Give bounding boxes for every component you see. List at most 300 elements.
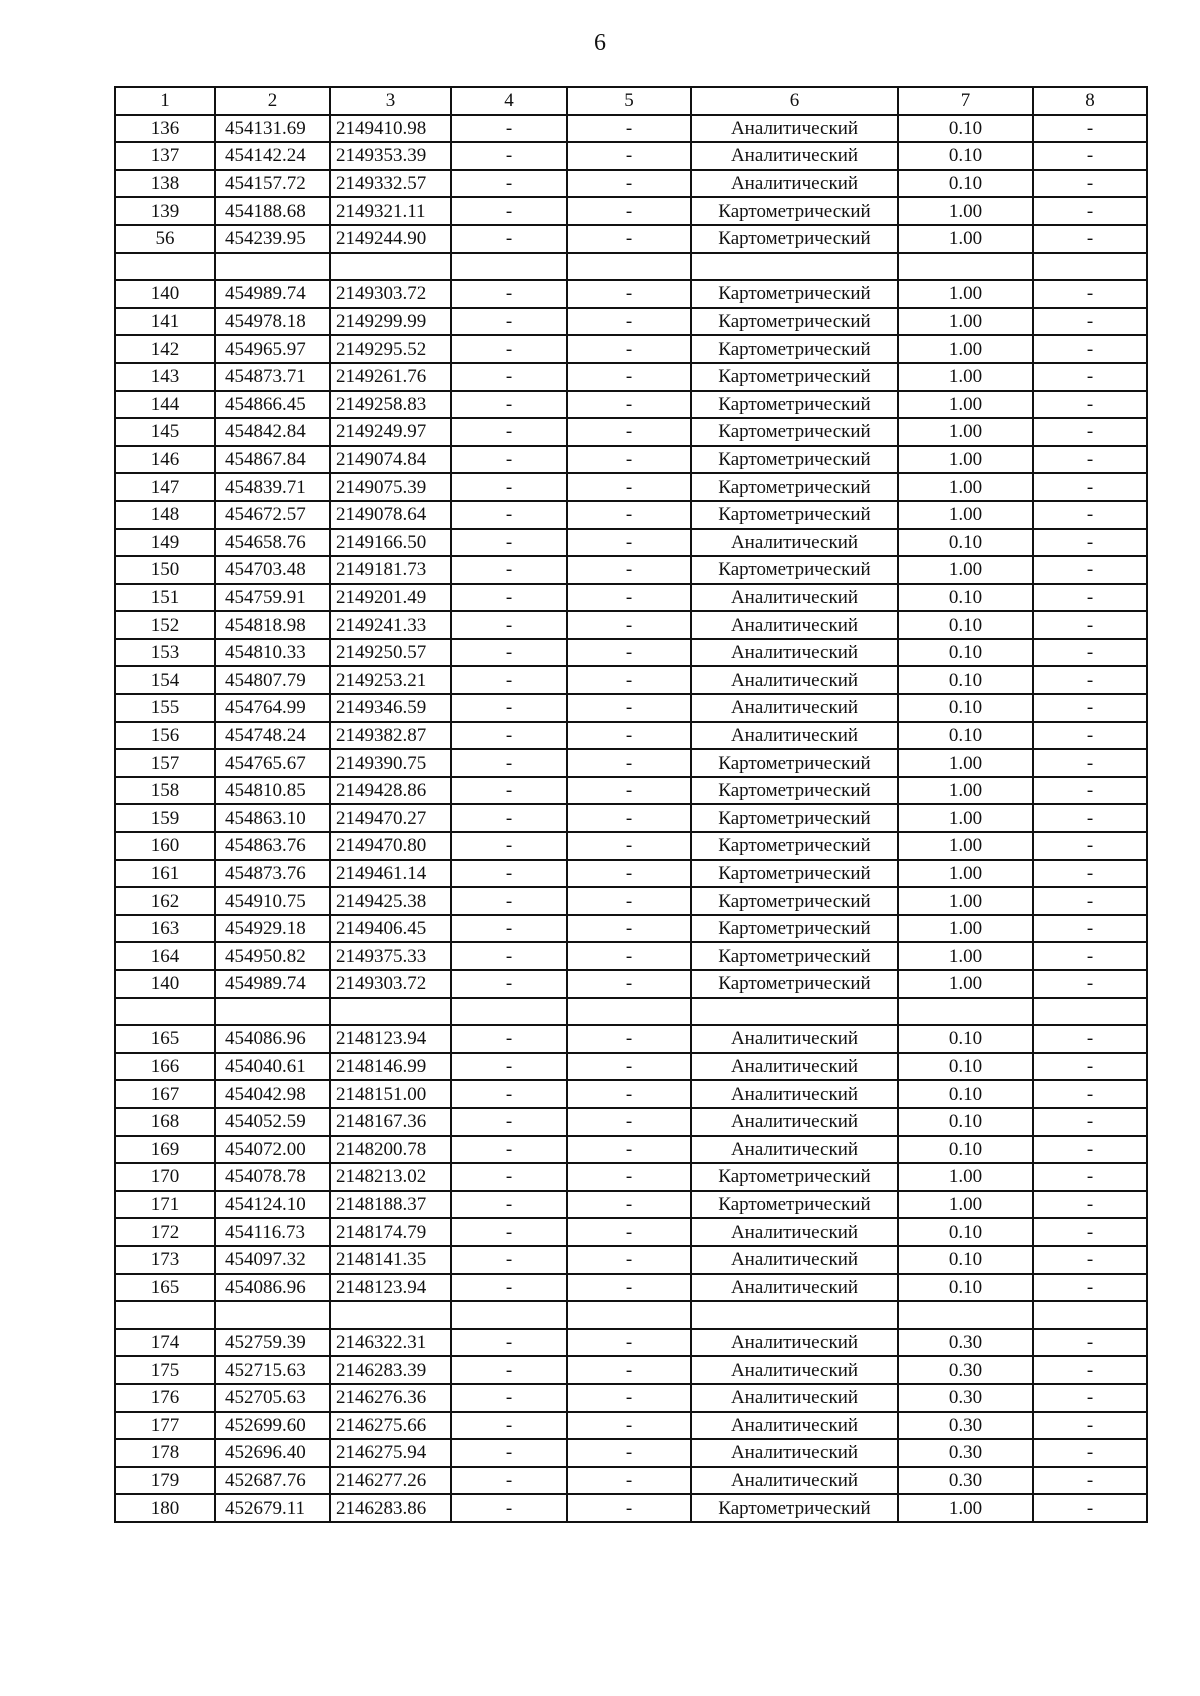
- cell-8: -: [1033, 501, 1147, 529]
- accuracy-cell: 1.00: [898, 942, 1033, 970]
- cell-5: -: [567, 584, 691, 612]
- point-number-cell: 170: [115, 1163, 215, 1191]
- accuracy-cell: 1.00: [898, 308, 1033, 336]
- table-row: [115, 363, 1147, 391]
- table-row: [115, 584, 1147, 612]
- cell-4: -: [451, 473, 567, 501]
- x-coordinate-cell: 454839.71: [215, 473, 330, 501]
- method-cell: Картометрический: [691, 832, 898, 860]
- cell-5: -: [567, 639, 691, 667]
- table-row: [115, 170, 1147, 198]
- table-row: [115, 1108, 1147, 1136]
- table-row: [115, 1494, 1147, 1522]
- point-number-cell: 177: [115, 1412, 215, 1440]
- cell-5: -: [567, 115, 691, 143]
- cell-4: -: [451, 1439, 567, 1467]
- cell-8: -: [1033, 860, 1147, 888]
- accuracy-cell: 1.00: [898, 1163, 1033, 1191]
- x-coordinate-cell: 454124.10: [215, 1191, 330, 1219]
- y-coordinate-cell: 2149332.57: [330, 170, 451, 198]
- point-number-cell: 158: [115, 777, 215, 805]
- table-row: [115, 777, 1147, 805]
- cell-5: [567, 253, 691, 281]
- table-row: [115, 1218, 1147, 1246]
- table-row: [115, 142, 1147, 170]
- cell-8: -: [1033, 1218, 1147, 1246]
- cell-8: -: [1033, 446, 1147, 474]
- point-number-cell: 168: [115, 1108, 215, 1136]
- cell-4: -: [451, 1191, 567, 1219]
- point-number-cell: 140: [115, 280, 215, 308]
- cell-8: [1033, 998, 1147, 1026]
- point-number-cell: 140: [115, 970, 215, 998]
- cell-8: -: [1033, 777, 1147, 805]
- cell-5: -: [567, 1467, 691, 1495]
- cell-5: -: [567, 804, 691, 832]
- cell-8: -: [1033, 804, 1147, 832]
- table-row: [115, 115, 1147, 143]
- y-coordinate-cell: 2149075.39: [330, 473, 451, 501]
- cell-5: -: [567, 501, 691, 529]
- method-cell: [691, 998, 898, 1026]
- cell-5: -: [567, 556, 691, 584]
- point-number-cell: 164: [115, 942, 215, 970]
- x-coordinate-cell: 452699.60: [215, 1412, 330, 1440]
- x-coordinate-cell: 452687.76: [215, 1467, 330, 1495]
- table-row: [115, 1356, 1147, 1384]
- x-coordinate-cell: 454748.24: [215, 722, 330, 750]
- point-number-cell: 174: [115, 1329, 215, 1357]
- cell-8: -: [1033, 1080, 1147, 1108]
- method-cell: Картометрический: [691, 1163, 898, 1191]
- table-row: [115, 446, 1147, 474]
- x-coordinate-cell: 454116.73: [215, 1218, 330, 1246]
- x-coordinate-cell: 454863.76: [215, 832, 330, 860]
- cell-4: -: [451, 418, 567, 446]
- table-row: [115, 887, 1147, 915]
- method-cell: Картометрический: [691, 335, 898, 363]
- accuracy-cell: 0.10: [898, 722, 1033, 750]
- accuracy-cell: 0.10: [898, 1053, 1033, 1081]
- point-number-cell: 56: [115, 225, 215, 253]
- cell-4: -: [451, 915, 567, 943]
- table-row: [115, 722, 1147, 750]
- cell-5: -: [567, 529, 691, 557]
- table-row: [115, 418, 1147, 446]
- table-header-row: [115, 87, 1147, 115]
- accuracy-cell: 1.00: [898, 749, 1033, 777]
- cell-5: -: [567, 418, 691, 446]
- cell-4: -: [451, 804, 567, 832]
- point-number-cell: 163: [115, 915, 215, 943]
- method-cell: Аналитический: [691, 1439, 898, 1467]
- y-coordinate-cell: 2146283.86: [330, 1494, 451, 1522]
- method-cell: Картометрический: [691, 887, 898, 915]
- method-cell: Картометрический: [691, 915, 898, 943]
- cell-8: -: [1033, 694, 1147, 722]
- table-row: [115, 1191, 1147, 1219]
- accuracy-cell: 0.10: [898, 584, 1033, 612]
- cell-8: -: [1033, 170, 1147, 198]
- accuracy-cell: 0.10: [898, 1136, 1033, 1164]
- column-header: 5: [567, 87, 691, 115]
- point-number-cell: 172: [115, 1218, 215, 1246]
- method-cell: Аналитический: [691, 584, 898, 612]
- table-row: [115, 1301, 1147, 1329]
- accuracy-cell: 1.00: [898, 1191, 1033, 1219]
- coordinates-table: [114, 86, 1148, 1523]
- table-row: [115, 1274, 1147, 1302]
- method-cell: Аналитический: [691, 1136, 898, 1164]
- accuracy-cell: 0.10: [898, 1274, 1033, 1302]
- method-cell: Картометрический: [691, 391, 898, 419]
- cell-4: -: [451, 1384, 567, 1412]
- column-header: 1: [115, 87, 215, 115]
- table-row: [115, 970, 1147, 998]
- y-coordinate-cell: 2146276.36: [330, 1384, 451, 1412]
- method-cell: Аналитический: [691, 1384, 898, 1412]
- x-coordinate-cell: 454765.67: [215, 749, 330, 777]
- y-coordinate-cell: 2148151.00: [330, 1080, 451, 1108]
- point-number-cell: 141: [115, 308, 215, 336]
- accuracy-cell: 1.00: [898, 446, 1033, 474]
- method-cell: Аналитический: [691, 694, 898, 722]
- table-row: [115, 1412, 1147, 1440]
- cell-8: -: [1033, 335, 1147, 363]
- method-cell: Аналитический: [691, 1274, 898, 1302]
- cell-8: -: [1033, 1494, 1147, 1522]
- cell-5: -: [567, 1191, 691, 1219]
- method-cell: Аналитический: [691, 1053, 898, 1081]
- accuracy-cell: 0.10: [898, 666, 1033, 694]
- accuracy-cell: 1.00: [898, 804, 1033, 832]
- method-cell: Аналитический: [691, 115, 898, 143]
- cell-8: -: [1033, 970, 1147, 998]
- method-cell: Аналитический: [691, 1080, 898, 1108]
- cell-4: -: [451, 197, 567, 225]
- accuracy-cell: 1.00: [898, 832, 1033, 860]
- accuracy-cell: 1.00: [898, 1494, 1033, 1522]
- y-coordinate-cell: 2146277.26: [330, 1467, 451, 1495]
- cell-5: -: [567, 832, 691, 860]
- x-coordinate-cell: 454072.00: [215, 1136, 330, 1164]
- accuracy-cell: 0.10: [898, 1246, 1033, 1274]
- x-coordinate-cell: 454040.61: [215, 1053, 330, 1081]
- y-coordinate-cell: 2149258.83: [330, 391, 451, 419]
- cell-4: -: [451, 722, 567, 750]
- cell-8: -: [1033, 832, 1147, 860]
- y-coordinate-cell: 2149244.90: [330, 225, 451, 253]
- y-coordinate-cell: [330, 253, 451, 281]
- accuracy-cell: 0.10: [898, 1108, 1033, 1136]
- point-number-cell: 179: [115, 1467, 215, 1495]
- y-coordinate-cell: 2149346.59: [330, 694, 451, 722]
- accuracy-cell: 1.00: [898, 363, 1033, 391]
- method-cell: Аналитический: [691, 142, 898, 170]
- method-cell: Картометрический: [691, 777, 898, 805]
- accuracy-cell: 0.30: [898, 1384, 1033, 1412]
- point-number-cell: 176: [115, 1384, 215, 1412]
- table-row: [115, 473, 1147, 501]
- point-number-cell: 142: [115, 335, 215, 363]
- y-coordinate-cell: 2149249.97: [330, 418, 451, 446]
- x-coordinate-cell: 454658.76: [215, 529, 330, 557]
- cell-4: [451, 253, 567, 281]
- table-row: [115, 1467, 1147, 1495]
- point-number-cell: 161: [115, 860, 215, 888]
- point-number-cell: 160: [115, 832, 215, 860]
- method-cell: Картометрический: [691, 1191, 898, 1219]
- cell-8: -: [1033, 556, 1147, 584]
- y-coordinate-cell: 2149470.80: [330, 832, 451, 860]
- cell-5: -: [567, 225, 691, 253]
- x-coordinate-cell: 454965.97: [215, 335, 330, 363]
- cell-5: -: [567, 197, 691, 225]
- table-row: [115, 391, 1147, 419]
- cell-8: [1033, 1301, 1147, 1329]
- method-cell: Картометрический: [691, 556, 898, 584]
- y-coordinate-cell: 2148174.79: [330, 1218, 451, 1246]
- cell-5: -: [567, 666, 691, 694]
- point-number-cell: 139: [115, 197, 215, 225]
- y-coordinate-cell: 2149425.38: [330, 887, 451, 915]
- column-header: 6: [691, 87, 898, 115]
- cell-4: -: [451, 1080, 567, 1108]
- x-coordinate-cell: 454866.45: [215, 391, 330, 419]
- cell-5: -: [567, 473, 691, 501]
- table-row: [115, 556, 1147, 584]
- point-number-cell: 165: [115, 1025, 215, 1053]
- method-cell: Аналитический: [691, 639, 898, 667]
- column-header: 2: [215, 87, 330, 115]
- y-coordinate-cell: 2149250.57: [330, 639, 451, 667]
- accuracy-cell: 1.00: [898, 473, 1033, 501]
- method-cell: Картометрический: [691, 308, 898, 336]
- table-row: [115, 666, 1147, 694]
- cell-5: -: [567, 1136, 691, 1164]
- y-coordinate-cell: 2149166.50: [330, 529, 451, 557]
- method-cell: Картометрический: [691, 473, 898, 501]
- cell-8: -: [1033, 611, 1147, 639]
- x-coordinate-cell: 454950.82: [215, 942, 330, 970]
- x-coordinate-cell: 454810.85: [215, 777, 330, 805]
- cell-8: -: [1033, 115, 1147, 143]
- accuracy-cell: 1.00: [898, 556, 1033, 584]
- point-number-cell: 159: [115, 804, 215, 832]
- method-cell: Картометрический: [691, 1494, 898, 1522]
- x-coordinate-cell: [215, 998, 330, 1026]
- y-coordinate-cell: 2146275.66: [330, 1412, 451, 1440]
- cell-5: -: [567, 1356, 691, 1384]
- cell-8: -: [1033, 391, 1147, 419]
- x-coordinate-cell: 454131.69: [215, 115, 330, 143]
- table-row: [115, 694, 1147, 722]
- table-row: [115, 915, 1147, 943]
- cell-8: -: [1033, 584, 1147, 612]
- x-coordinate-cell: 454042.98: [215, 1080, 330, 1108]
- x-coordinate-cell: 454759.91: [215, 584, 330, 612]
- point-number-cell: 154: [115, 666, 215, 694]
- accuracy-cell: 0.10: [898, 170, 1033, 198]
- y-coordinate-cell: 2149261.76: [330, 363, 451, 391]
- x-coordinate-cell: 454873.76: [215, 860, 330, 888]
- method-cell: Картометрический: [691, 446, 898, 474]
- table-row: [115, 225, 1147, 253]
- y-coordinate-cell: 2149410.98: [330, 115, 451, 143]
- x-coordinate-cell: 454867.84: [215, 446, 330, 474]
- table-row: [115, 529, 1147, 557]
- point-number-cell: [115, 253, 215, 281]
- table-row: [115, 253, 1147, 281]
- point-number-cell: 151: [115, 584, 215, 612]
- y-coordinate-cell: 2149461.14: [330, 860, 451, 888]
- table-row: [115, 1329, 1147, 1357]
- y-coordinate-cell: 2149078.64: [330, 501, 451, 529]
- cell-5: -: [567, 1329, 691, 1357]
- cell-4: -: [451, 335, 567, 363]
- y-coordinate-cell: 2148200.78: [330, 1136, 451, 1164]
- table-row: [115, 942, 1147, 970]
- point-number-cell: 148: [115, 501, 215, 529]
- table-row: [115, 749, 1147, 777]
- cell-4: -: [451, 860, 567, 888]
- accuracy-cell: 1.00: [898, 915, 1033, 943]
- point-number-cell: 156: [115, 722, 215, 750]
- y-coordinate-cell: 2149428.86: [330, 777, 451, 805]
- point-number-cell: 173: [115, 1246, 215, 1274]
- x-coordinate-cell: 454703.48: [215, 556, 330, 584]
- method-cell: [691, 253, 898, 281]
- cell-4: -: [451, 1218, 567, 1246]
- x-coordinate-cell: 454818.98: [215, 611, 330, 639]
- y-coordinate-cell: [330, 998, 451, 1026]
- x-coordinate-cell: 452696.40: [215, 1439, 330, 1467]
- cell-4: -: [451, 584, 567, 612]
- x-coordinate-cell: 454157.72: [215, 170, 330, 198]
- cell-4: -: [451, 308, 567, 336]
- table-row: [115, 860, 1147, 888]
- cell-5: -: [567, 915, 691, 943]
- cell-5: -: [567, 970, 691, 998]
- accuracy-cell: 0.30: [898, 1356, 1033, 1384]
- cell-4: -: [451, 142, 567, 170]
- accuracy-cell: 0.10: [898, 529, 1033, 557]
- column-header: 8: [1033, 87, 1147, 115]
- x-coordinate-cell: 452705.63: [215, 1384, 330, 1412]
- point-number-cell: 137: [115, 142, 215, 170]
- method-cell: Аналитический: [691, 170, 898, 198]
- table-row: [115, 308, 1147, 336]
- x-coordinate-cell: 454052.59: [215, 1108, 330, 1136]
- method-cell: Аналитический: [691, 722, 898, 750]
- cell-5: -: [567, 749, 691, 777]
- point-number-cell: 150: [115, 556, 215, 584]
- accuracy-cell: 0.10: [898, 1025, 1033, 1053]
- y-coordinate-cell: 2148167.36: [330, 1108, 451, 1136]
- cell-8: -: [1033, 418, 1147, 446]
- method-cell: Картометрический: [691, 197, 898, 225]
- cell-8: -: [1033, 1356, 1147, 1384]
- method-cell: Картометрический: [691, 280, 898, 308]
- method-cell: Аналитический: [691, 666, 898, 694]
- y-coordinate-cell: 2149321.11: [330, 197, 451, 225]
- y-coordinate-cell: 2149353.39: [330, 142, 451, 170]
- y-coordinate-cell: 2148123.94: [330, 1025, 451, 1053]
- accuracy-cell: 1.00: [898, 777, 1033, 805]
- y-coordinate-cell: 2149295.52: [330, 335, 451, 363]
- y-coordinate-cell: 2149074.84: [330, 446, 451, 474]
- cell-4: -: [451, 832, 567, 860]
- column-header: 4: [451, 87, 567, 115]
- method-cell: Картометрический: [691, 363, 898, 391]
- point-number-cell: 136: [115, 115, 215, 143]
- x-coordinate-cell: 454929.18: [215, 915, 330, 943]
- cell-4: -: [451, 666, 567, 694]
- accuracy-cell: 0.30: [898, 1467, 1033, 1495]
- table-row: [115, 1246, 1147, 1274]
- x-coordinate-cell: 454807.79: [215, 666, 330, 694]
- cell-4: -: [451, 170, 567, 198]
- table-row: [115, 1384, 1147, 1412]
- accuracy-cell: [898, 998, 1033, 1026]
- table-row: [115, 1053, 1147, 1081]
- point-number-cell: 146: [115, 446, 215, 474]
- cell-5: -: [567, 335, 691, 363]
- cell-4: -: [451, 501, 567, 529]
- method-cell: Аналитический: [691, 1329, 898, 1357]
- accuracy-cell: [898, 253, 1033, 281]
- y-coordinate-cell: 2149375.33: [330, 942, 451, 970]
- y-coordinate-cell: 2149299.99: [330, 308, 451, 336]
- cell-8: -: [1033, 529, 1147, 557]
- accuracy-cell: 0.30: [898, 1329, 1033, 1357]
- cell-4: -: [451, 1494, 567, 1522]
- y-coordinate-cell: 2148141.35: [330, 1246, 451, 1274]
- point-number-cell: 144: [115, 391, 215, 419]
- point-number-cell: 143: [115, 363, 215, 391]
- cell-5: -: [567, 887, 691, 915]
- y-coordinate-cell: 2149241.33: [330, 611, 451, 639]
- x-coordinate-cell: 454978.18: [215, 308, 330, 336]
- table-row: [115, 998, 1147, 1026]
- cell-8: -: [1033, 722, 1147, 750]
- cell-4: -: [451, 446, 567, 474]
- cell-5: -: [567, 391, 691, 419]
- cell-8: -: [1033, 225, 1147, 253]
- x-coordinate-cell: 454910.75: [215, 887, 330, 915]
- y-coordinate-cell: 2149303.72: [330, 280, 451, 308]
- cell-5: [567, 1301, 691, 1329]
- table-row: [115, 197, 1147, 225]
- cell-4: -: [451, 556, 567, 584]
- cell-8: -: [1033, 197, 1147, 225]
- point-number-cell: 171: [115, 1191, 215, 1219]
- y-coordinate-cell: 2148123.94: [330, 1274, 451, 1302]
- point-number-cell: 162: [115, 887, 215, 915]
- accuracy-cell: 0.10: [898, 694, 1033, 722]
- cell-4: -: [451, 639, 567, 667]
- method-cell: Аналитический: [691, 1218, 898, 1246]
- accuracy-cell: 1.00: [898, 501, 1033, 529]
- cell-4: -: [451, 970, 567, 998]
- x-coordinate-cell: 454989.74: [215, 280, 330, 308]
- point-number-cell: 145: [115, 418, 215, 446]
- cell-4: -: [451, 225, 567, 253]
- x-coordinate-cell: 454873.71: [215, 363, 330, 391]
- accuracy-cell: 0.10: [898, 639, 1033, 667]
- x-coordinate-cell: 452679.11: [215, 1494, 330, 1522]
- table-row: [115, 335, 1147, 363]
